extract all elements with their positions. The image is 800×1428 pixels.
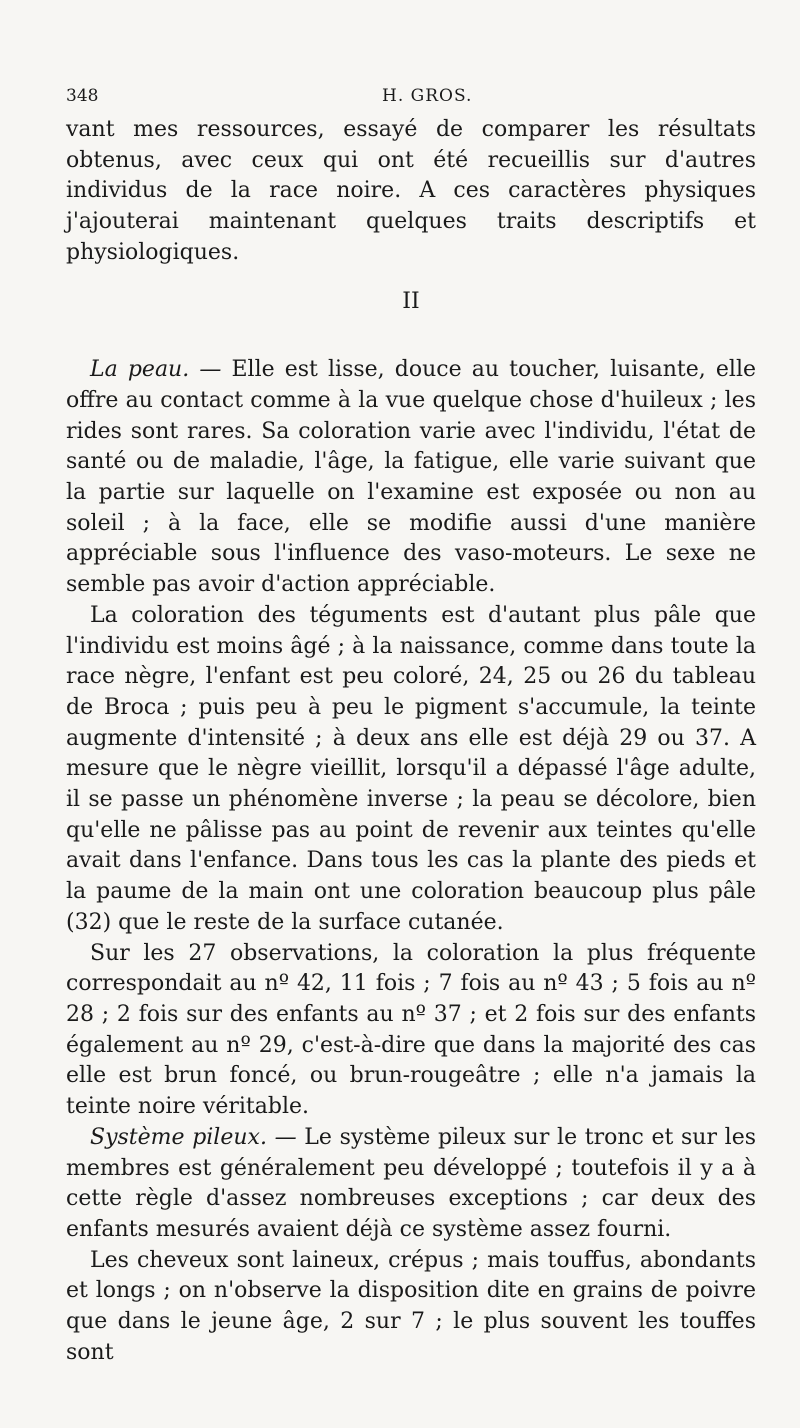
paragraph-peau-text: Elle est lisse, douce au toucher, luisante, elle offre au contact comme à la vue quelque chose d'huileux ; les rides sont rares. Sa coloration varie avec l'individu, l'état de santé ou de maladie, l'âge, la fatigue, elle varie suivant que la partie sur laquelle on l'examine est exposée ou non au soleil ; à la face, elle se modifie aussi d'une manière appréciable sous l'influence des vaso-moteurs. Le sexe ne semble pas avoir d'action appréciable. [66, 357, 757, 598]
section-gap [66, 339, 756, 355]
paragraph-cheveux: Les cheveux sont laineux, crépus ; mais touffus, abondants et longs ; on n'observe la disposition dite en grains de poivre que dans le jeune âge, 2 sur 7 ; le plus souvent les touffes sont [66, 1247, 756, 1365]
heading-peau: La peau. — [90, 357, 222, 383]
page-body [66, 115, 756, 1368]
running-head: H. GROS. [382, 86, 473, 106]
paragraph-systeme-pileux [66, 1123, 756, 1246]
paragraph-peau [66, 355, 756, 601]
paragraph-intro: vant mes ressources, essayé de comparer les résultats obtenus, avec ceux qui ont été recueillis sur d'autres individus de la race noire. A ces caractères physiques j'ajouterai maintenant quelques traits descriptifs et physiologiques. [66, 117, 756, 265]
page-header [66, 86, 756, 112]
section-number: II [402, 288, 420, 314]
page-number: 348 [66, 86, 99, 106]
heading-systeme-pileux: Système pileux. — [90, 1124, 297, 1150]
paragraph-observations: Sur les 27 observations, la coloration la plus fréquente correspondait au nº 42, 11 fois ; 7 fois au nº 43 ; 5 fois au nº 28 ; 2 fois sur des enfants au nº 37 ; et 2 fois sur des enfants également au nº 29, c'est-à-dire que dans la majorité des cas elle est brun foncé, ou brun-rougeâtre ; elle n'a jamais la teinte noire véritable. [66, 940, 756, 1120]
paragraph-coloration: La coloration des téguments est d'autant plus pâle que l'individu est moins âgé ; à la naissance, comme dans toute la race nègre, l'enfant est peu coloré, 24, 25 ou 26 du tableau de Broca ; puis peu à peu le pigment s'accumule, la teinte augmente d'intensité ; à deux ans elle est déjà 29 ou 37. A mesure que le nègre vieillit, lorsqu'il a dépassé l'âge adulte, il se passe un phénomène inverse ; la peau se décolore, bien qu'elle ne pâlisse pas au point de revenir aux teintes qu'elle avait dans l'enfance. Dans tous les cas la plante des pieds et la paume de la main ont une coloration beaucoup plus pâle (32) que le reste de la surface cutanée. [66, 602, 756, 935]
paragraph-systeme-pileux-text: Le système pileux sur le tronc et sur les membres est généralement peu développé ; toutefois il y a à cette règle d'assez nombreuses exceptions ; car deux des enfants mesurés avaient déjà ce système assez fourni. [66, 1124, 757, 1242]
